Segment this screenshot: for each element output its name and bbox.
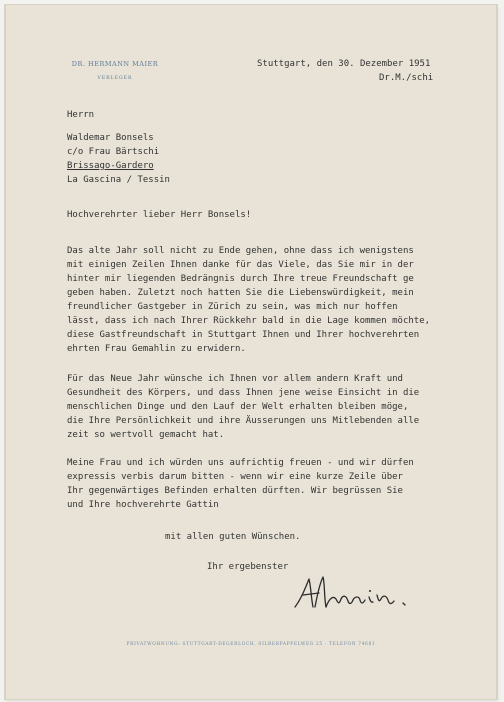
handwritten-signature — [293, 573, 433, 611]
letterhead-footer: PRIVATWOHNUNG: STUTTGART-DEGERLOCH, SILBERPAPPELWEG 25 · TELEFON 74681 — [126, 642, 376, 647]
letterhead-role: VERLEGER — [97, 76, 133, 81]
paragraph-line: Das alte Jahr soll nicht zu Ende gehen, ohne dass ich wenigstens — [67, 246, 414, 256]
recipient-town: Brissago-Gardero — [67, 161, 154, 171]
paragraph-line: ehrten Frau Gemahlin zu erwidern. — [67, 344, 246, 354]
recipient-name: Waldemar Bonsels — [67, 133, 154, 143]
paragraph-line: Meine Frau und ich würden uns aufrichtig freuen - und wir dürfen — [67, 458, 414, 468]
paragraph-line: zeit so wertvoll gemacht hat. — [67, 430, 225, 440]
closing: mit allen guten Wünschen. — [165, 532, 301, 542]
recipient-address: La Gascina / Tessin — [67, 175, 170, 185]
paragraph-line: menschlichen Dinge und den Lauf der Welt erhalten bleiben möge, — [67, 402, 409, 412]
greeting: Hochverehrter lieber Herr Bonsels! — [67, 210, 252, 220]
recipient-salutation: Herrn — [67, 110, 95, 120]
reference: Dr.M./schi — [379, 73, 434, 83]
place-date: Stuttgart, den 30. Dezember 1951 — [257, 59, 431, 69]
letterhead — [60, 60, 170, 81]
paragraph-line: geben haben. Zuletzt noch hatten Sie die Liebenswürdigkeit, mein — [67, 288, 414, 298]
paragraph-line: mit einigen Zeilen Ihnen danke für das Viele, das Sie mir in der — [67, 260, 414, 270]
letterhead-name: DR. HERMANN MAIER — [71, 60, 159, 68]
paragraph-line: freundlicher Gastgeber in Zürich zu sein, was mich nur hoffen — [67, 302, 398, 312]
recipient-care-of: c/o Frau Bärtschi — [67, 147, 160, 157]
paragraph-line: die Ihre Persönlichkeit und ihre Äusserungen uns Mitlebenden alle — [67, 416, 420, 426]
paragraph-line: Ihr gegenwärtiges Befinden erhalten dürften. Wir begrüssen Sie — [67, 486, 403, 496]
complimentary-close: Ihr ergebenster — [207, 562, 289, 572]
paragraph-line: Für das Neue Jahr wünsche ich Ihnen vor allem andern Kraft und — [67, 374, 403, 384]
paragraph-line: Gesundheit des Körpers, und dass Ihnen jene weise Einsicht in die — [67, 388, 420, 398]
paragraph-line: hinter mir liegenden Bedrängnis durch Ihre treue Freundschaft ge — [67, 274, 414, 284]
letter-sheet — [5, 5, 497, 699]
paragraph-line: expressis verbis darum bitten - wenn wir eine kurze Zeile über — [67, 472, 403, 482]
paragraph-line: diese Gastfreundschaft in Stuttgart Ihnen und Ihrer hochverehrten — [67, 330, 420, 340]
paragraph-line: lässt, dass ich nach Ihrer Rückkehr bald in die Lage kommen möchte, — [67, 316, 431, 326]
paragraph-line: und Ihre hochverehrte Gattin — [67, 500, 219, 510]
